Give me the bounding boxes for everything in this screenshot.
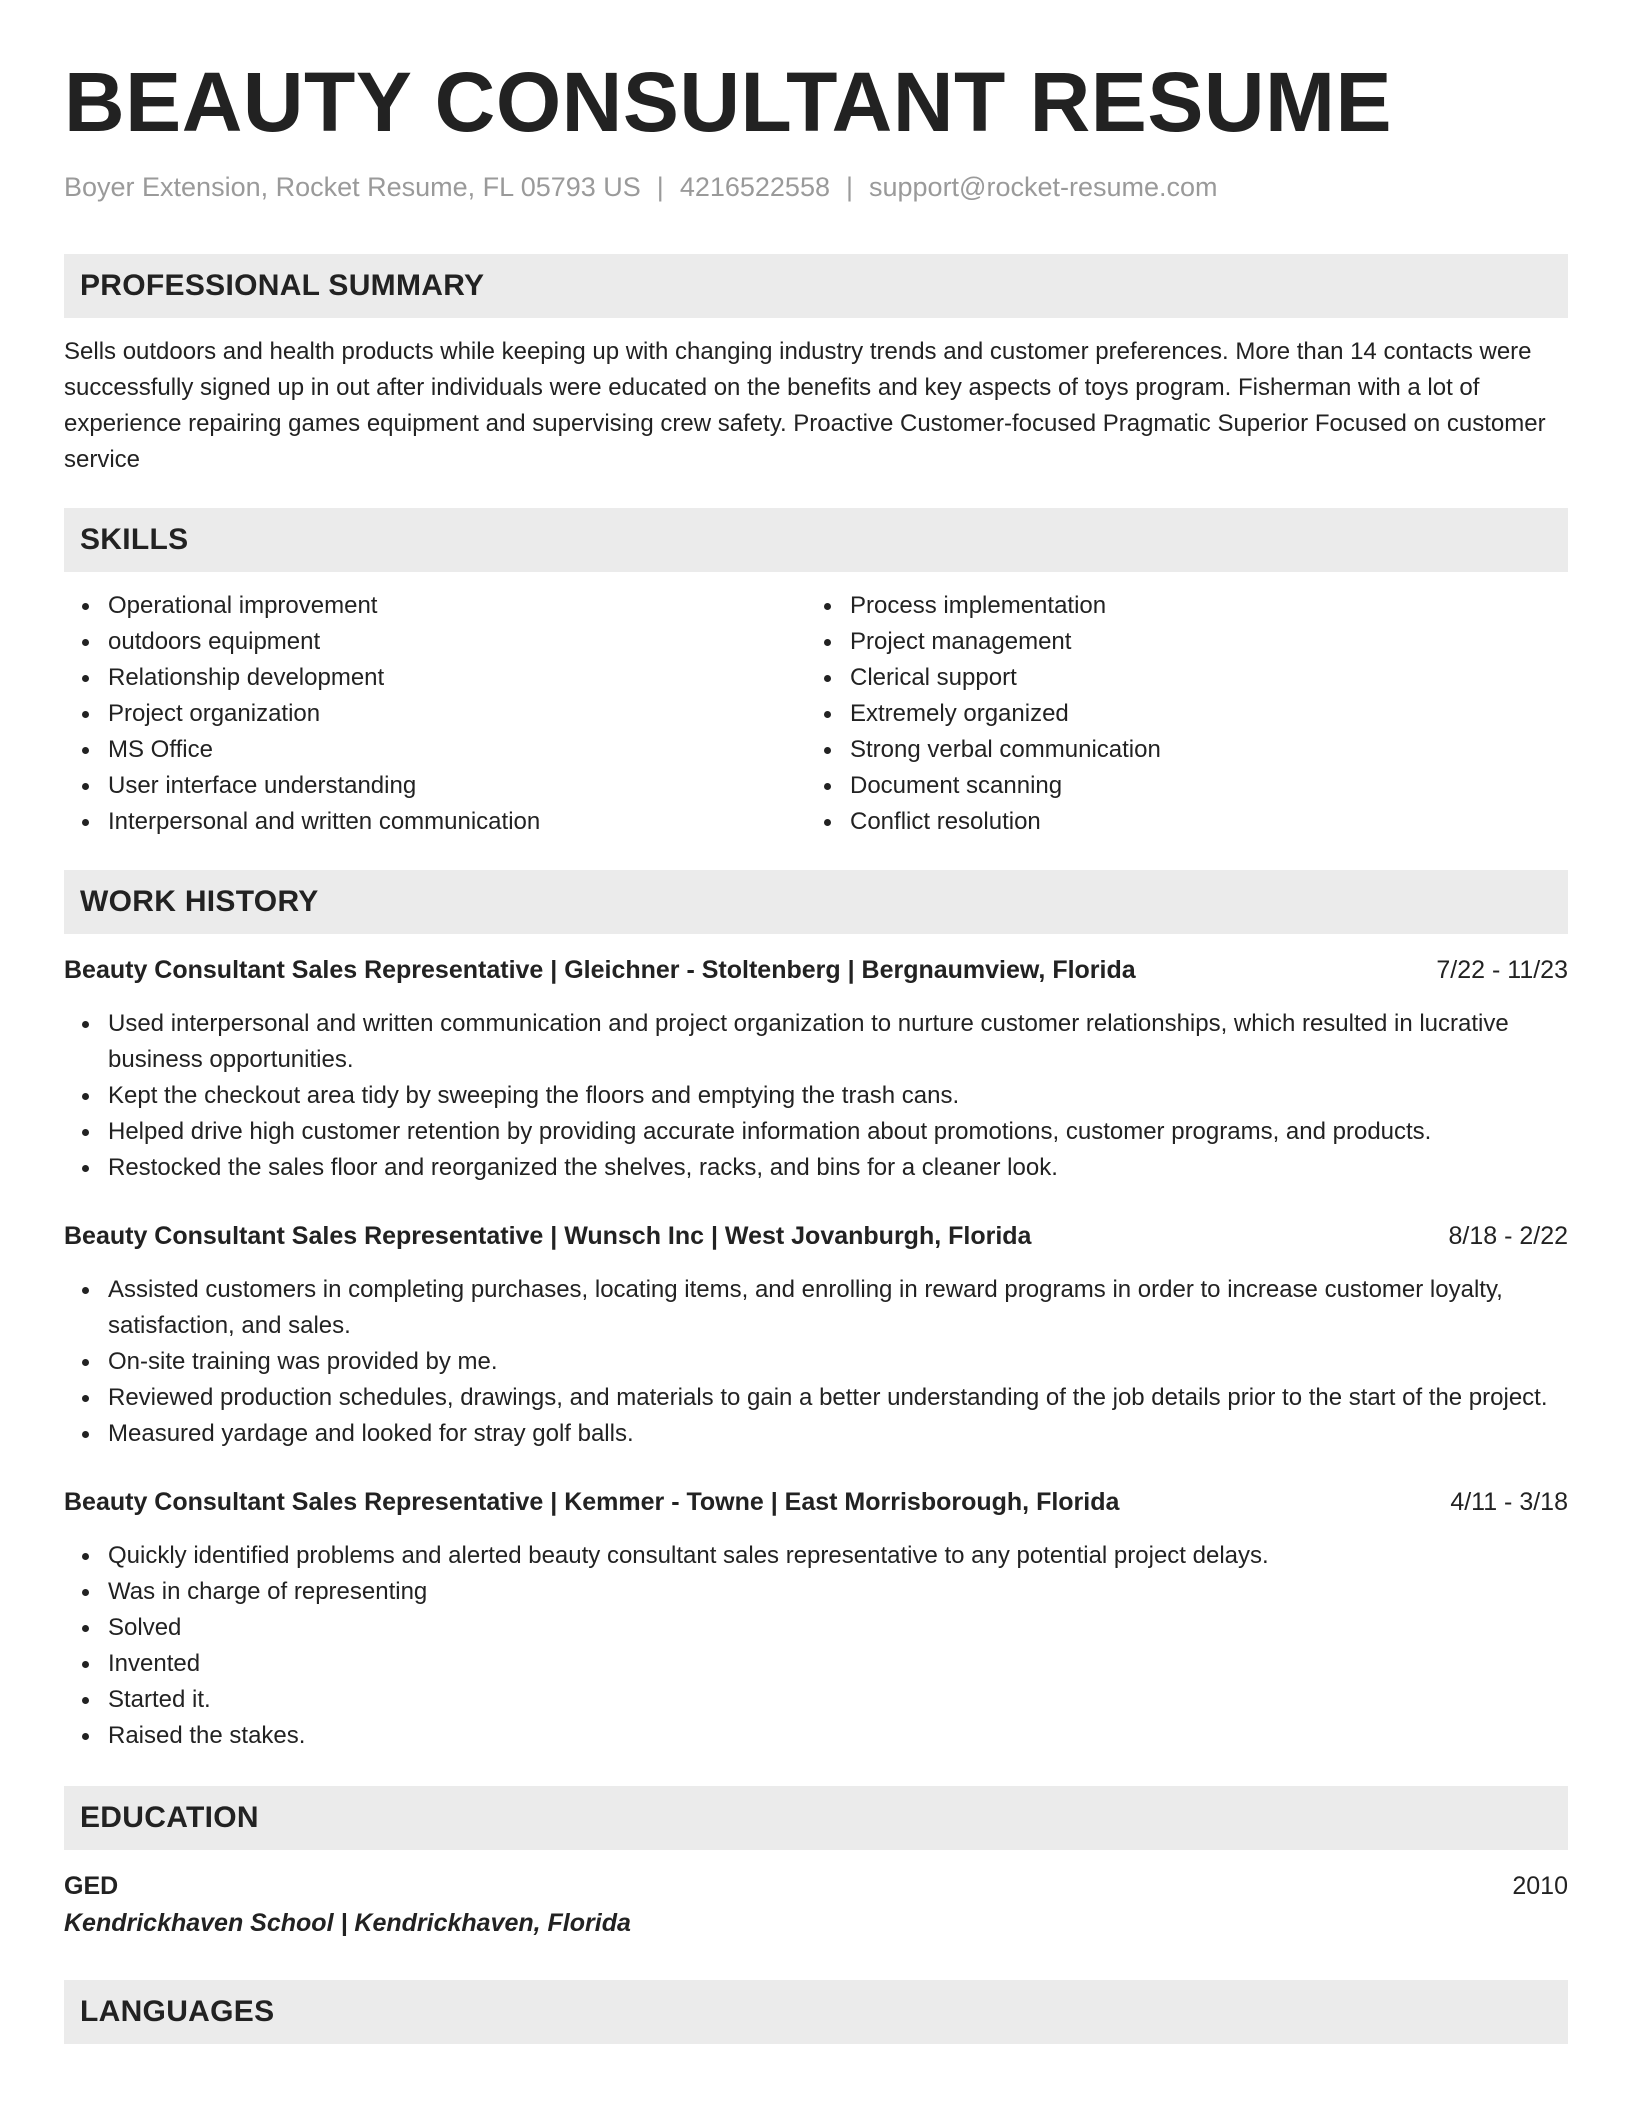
contact-address: Boyer Extension, Rocket Resume, FL 05793 US [64,172,641,202]
resume-title: BEAUTY CONSULTANT RESUME [64,55,1393,149]
skill-item: MS Office [64,732,806,768]
languages-heading: LANGUAGES [64,1980,1568,2044]
skill-item: Document scanning [806,768,1548,804]
job-dates: 7/22 - 11/23 [1436,956,1568,984]
job-bullet: Helped drive high customer retention by providing accurate information about promotions, customer programs, and products. [64,1114,1568,1150]
skill-item: outdoors equipment [64,624,806,660]
job-bullet: Kept the checkout area tidy by sweeping the floors and emptying the trash cans. [64,1078,1568,1114]
education-degree: GED [64,1872,119,1900]
job-bullets [64,1006,1568,1186]
skill-item: Process implementation [806,588,1548,624]
skill-item: Interpersonal and written communication [64,804,806,840]
summary-heading: PROFESSIONAL SUMMARY [64,254,1568,318]
job-bullets [64,1272,1568,1452]
job-dates: 8/18 - 2/22 [1448,1222,1568,1250]
job-bullet: Used interpersonal and written communication and project organization to nurture customer relationships, which resulted in lucrative business opportunities. [64,1006,1568,1078]
job-bullet: Measured yardage and looked for stray golf balls. [64,1416,1568,1452]
skill-item: Conflict resolution [806,804,1548,840]
contact-separator: | [656,172,664,202]
contact-separator: | [845,172,853,202]
work-history-heading: WORK HISTORY [64,870,1568,934]
education-header [64,1868,1568,1904]
skill-item: Clerical support [806,660,1548,696]
contact-line [64,170,1568,204]
job-bullet: Raised the stakes. [64,1718,1568,1754]
job-dates: 4/11 - 3/18 [1450,1488,1568,1516]
job-bullets [64,1538,1568,1754]
contact-phone: 4216522558 [679,172,830,202]
skill-item: Relationship development [64,660,806,696]
job-bullet: Assisted customers in completing purchases, locating items, and enrolling in reward programs in order to increase customer loyalty, satisfaction, and sales. [64,1272,1568,1344]
job-title: Beauty Consultant Sales Representative | Wunsch Inc | West Jovanburgh, Florida [64,1222,1032,1250]
job-bullet: Quickly identified problems and alerted beauty consultant sales representative to any potential project delays. [64,1538,1568,1574]
job-entry [64,952,1568,1186]
skill-item: Project management [806,624,1548,660]
job-header [64,1484,1568,1520]
skills-column-left [64,588,806,840]
skill-item: User interface understanding [64,768,806,804]
job-entry [64,1484,1568,1754]
job-bullet: Restocked the sales floor and reorganized the shelves, racks, and bins for a cleaner look. [64,1150,1568,1186]
skills-heading: SKILLS [64,508,1568,572]
education-entry [64,1868,1568,1942]
skill-item: Operational improvement [64,588,806,624]
skill-item: Extremely organized [806,696,1548,732]
skill-item: Strong verbal communication [806,732,1548,768]
skills-list [64,588,1568,840]
job-header [64,1218,1568,1254]
job-bullet: Invented [64,1646,1568,1682]
job-header [64,952,1568,988]
job-bullet: Was in charge of representing [64,1574,1568,1610]
education-heading: EDUCATION [64,1786,1568,1850]
job-bullet: Started it. [64,1682,1568,1718]
job-title: Beauty Consultant Sales Representative | Gleichner - Stoltenberg | Bergnaumview, Florida [64,956,1136,984]
job-title: Beauty Consultant Sales Representative | Kemmer - Towne | East Morrisborough, Florida [64,1488,1120,1516]
job-bullet: Reviewed production schedules, drawings, and materials to gain a better understanding of the job details prior to the start of the project. [64,1380,1568,1416]
education-year: 2010 [1512,1872,1568,1900]
job-bullet: On-site training was provided by me. [64,1344,1568,1380]
skills-column-right [806,588,1548,840]
skill-item: Project organization [64,696,806,732]
job-entry [64,1218,1568,1452]
summary-text: Sells outdoors and health products while keeping up with changing industry trends and customer preferences. More than 14 contacts were successfully signed up in out after individuals were educated on the benefits and key aspects of toys program. Fisherman with a lot of experience repairing games equipment and supervising crew safety. Proactive Customer-focused Pragmatic Superior Focused on customer service [64,338,1546,473]
job-bullet: Solved [64,1610,1568,1646]
contact-email[interactable]: support@rocket-resume.com [869,172,1218,202]
education-school: Kendrickhaven School | Kendrickhaven, Florida [64,1909,631,1937]
